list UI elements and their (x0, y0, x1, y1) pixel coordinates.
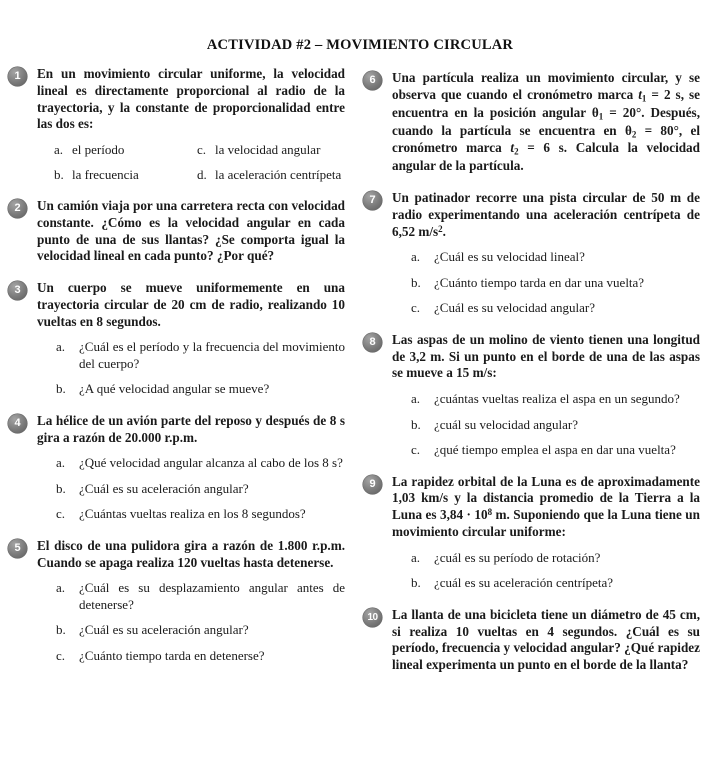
question-option[interactable] (411, 417, 700, 434)
option-letter: a. (411, 391, 421, 407)
question-text: Una partícula realiza un movimiento circular, y se observa que cuando el cronómetro marca $t_1 = 2$ s, se encuentra en la posición angular $\theta_1 = 20^\circ$. Después, cuando la partícula se encuentra en $\theta_2 = 80^\circ$, el cronómetro marca $t_2 = 6$ s. Calcula la velocidad angular de la partícula. (392, 70, 700, 174)
option-letter: c. (411, 300, 421, 316)
question-options (392, 550, 700, 592)
question-number-badge: 10 (363, 608, 382, 627)
option-text: ¿cuál es su período de rotación? (434, 549, 601, 565)
option-letter: c. (56, 506, 66, 522)
option-letter: a. (411, 249, 421, 265)
question-number-badge: 8 (363, 333, 382, 352)
option-text: ¿Cuánto tiempo tarda en dar una vuelta? (434, 274, 645, 290)
question-item (8, 538, 345, 665)
question-number-badge: 4 (8, 414, 27, 433)
question-option[interactable] (56, 455, 345, 472)
question-text: La rapidez orbital de la Luna es de aproximadamente 1,03 km/s y la distancia promedio de la Tierra a la Luna es $3,84 \cdot 10^8$ m. Suponiendo que la Luna tiene un movimiento circular uniforme: (392, 473, 700, 539)
question-option[interactable] (56, 648, 345, 665)
question-option[interactable] (56, 481, 345, 498)
option-text: ¿Cuántas vueltas realiza en los 8 segundos? (79, 506, 306, 522)
question-item (8, 198, 345, 265)
option-text: ¿Cuál es su desplazamiento angular antes de detenerse? (79, 580, 345, 612)
option-text: la velocidad angular (215, 142, 321, 158)
question-option[interactable] (411, 575, 700, 592)
question-text: Un cuerpo se mueve uniformemente en una trayectoria circular de 20 cm de radio, realizando 10 vueltas en 8 segundos. (37, 280, 345, 329)
option-letter: b. (56, 480, 66, 496)
page-title: ACTIVIDAD #2 – MOVIMIENTO CIRCULAR (206, 37, 514, 53)
question-column-left (8, 66, 345, 679)
question-option[interactable] (411, 550, 700, 567)
option-letter: b. (411, 575, 421, 591)
option-letter: a. (56, 339, 66, 355)
question-column-right (363, 66, 700, 689)
option-letter: b. (411, 416, 421, 432)
question-item (8, 66, 345, 183)
option-letter: c. (197, 142, 207, 158)
option-letter: a. (411, 549, 421, 565)
option-letter: d. (197, 166, 207, 182)
question-option[interactable] (411, 442, 700, 459)
question-options (37, 455, 345, 523)
question-option[interactable] (56, 622, 345, 639)
option-text: ¿cuántas vueltas realiza el aspa en un segundo? (434, 391, 680, 407)
question-number-badge: 7 (363, 191, 382, 210)
question-option[interactable] (411, 275, 700, 292)
question-item (363, 607, 700, 674)
question-option[interactable] (56, 580, 345, 613)
option-text: ¿cuál es su aceleración centrípeta? (434, 575, 613, 591)
question-item (363, 190, 700, 317)
question-option[interactable] (56, 339, 345, 372)
question-item (8, 413, 345, 523)
option-text: ¿Cuánto tiempo tarda en detenerse? (79, 647, 265, 663)
question-options (392, 391, 700, 459)
question-options (37, 580, 345, 664)
option-letter: b. (411, 274, 421, 290)
question-option[interactable] (411, 249, 700, 266)
option-text: ¿Cuál es su aceleración angular? (79, 480, 249, 496)
option-letter: a. (54, 142, 64, 158)
question-option[interactable] (197, 142, 345, 159)
question-option[interactable] (54, 142, 197, 159)
question-number-badge: 6 (363, 71, 382, 90)
question-option[interactable] (56, 506, 345, 523)
question-text: La hélice de un avión parte del reposo y después de 8 s gira a razón de 20.000 r.p.m. (37, 412, 345, 445)
question-item (363, 332, 700, 459)
question-text: Un camión viaja por una carretera recta con velocidad constante. ¿Cómo es la velocidad angular en cada punto de una de sus llantas? ¿Se comporta igual la velocidad lineal en cada punto? ¿Por qué? (37, 198, 345, 264)
question-options (392, 249, 700, 317)
option-text: ¿qué tiempo emplea el aspa en dar una vuelta? (434, 442, 676, 458)
option-text: ¿Cuál es su velocidad angular? (434, 300, 595, 316)
option-text: la frecuencia (72, 166, 139, 182)
question-option[interactable] (411, 391, 700, 408)
option-letter: b. (56, 381, 66, 397)
option-letter: c. (411, 442, 421, 458)
option-text: ¿Qué velocidad angular alcanza al cabo de los 8 s? (79, 455, 343, 471)
question-option[interactable] (54, 167, 197, 184)
question-number-badge: 9 (363, 475, 382, 494)
question-option[interactable] (197, 167, 345, 184)
option-text: ¿A qué velocidad angular se mueve? (79, 381, 270, 397)
question-options (37, 142, 345, 183)
question-number-badge: 1 (8, 67, 27, 86)
option-text: la aceleración centrípeta (215, 166, 342, 182)
option-letter: a. (56, 580, 66, 596)
question-text: En un movimiento circular uniforme, la velocidad lineal es directamente proporcional al radio de la trayectoria, y la constante de proporcionalidad entre las dos es: (37, 66, 345, 132)
question-options (37, 339, 345, 398)
option-letter: a. (56, 455, 66, 471)
option-letter: c. (56, 647, 66, 663)
question-text: El disco de una pulidora gira a razón de 1.800 r.p.m. Cuando se apaga realiza 120 vueltas hasta detenerse. (37, 537, 345, 570)
question-item (363, 70, 700, 175)
question-text: Las aspas de un molino de viento tienen una longitud de 3,2 m. Si un punto en el borde de una de las aspas se mueve a 15 m/s: (392, 331, 700, 381)
option-text: ¿Cuál es su aceleración angular? (79, 622, 249, 638)
question-option[interactable] (411, 300, 700, 317)
question-item (363, 474, 700, 592)
question-number-badge: 2 (8, 199, 27, 218)
question-item (8, 280, 345, 398)
option-letter: b. (56, 622, 66, 638)
question-text: La llanta de una bicicleta tiene un diámetro de 45 cm, si realiza 10 vueltas en 4 segundos. ¿Cuál es su período, frecuencia y velocidad angular? ¿Qué rapidez lineal experimenta un punto en el borde de la llanta? (392, 606, 700, 673)
question-text: Un patinador recorre una pista circular de 50 m de radio experimentando una aceleración centrípeta de 6,52 $m/s^2$. (392, 190, 700, 239)
option-text: ¿Cuál es su velocidad lineal? (434, 249, 585, 265)
question-option[interactable] (56, 381, 345, 398)
option-letter: b. (54, 166, 64, 182)
option-text: ¿cuál su velocidad angular? (434, 416, 579, 432)
two-column-layout (8, 66, 712, 689)
question-number-badge: 5 (8, 539, 27, 558)
question-number-badge: 3 (8, 281, 27, 300)
option-text: el período (72, 142, 125, 158)
option-text: ¿Cuál es el período y la frecuencia del movimiento del cuerpo? (79, 339, 345, 371)
